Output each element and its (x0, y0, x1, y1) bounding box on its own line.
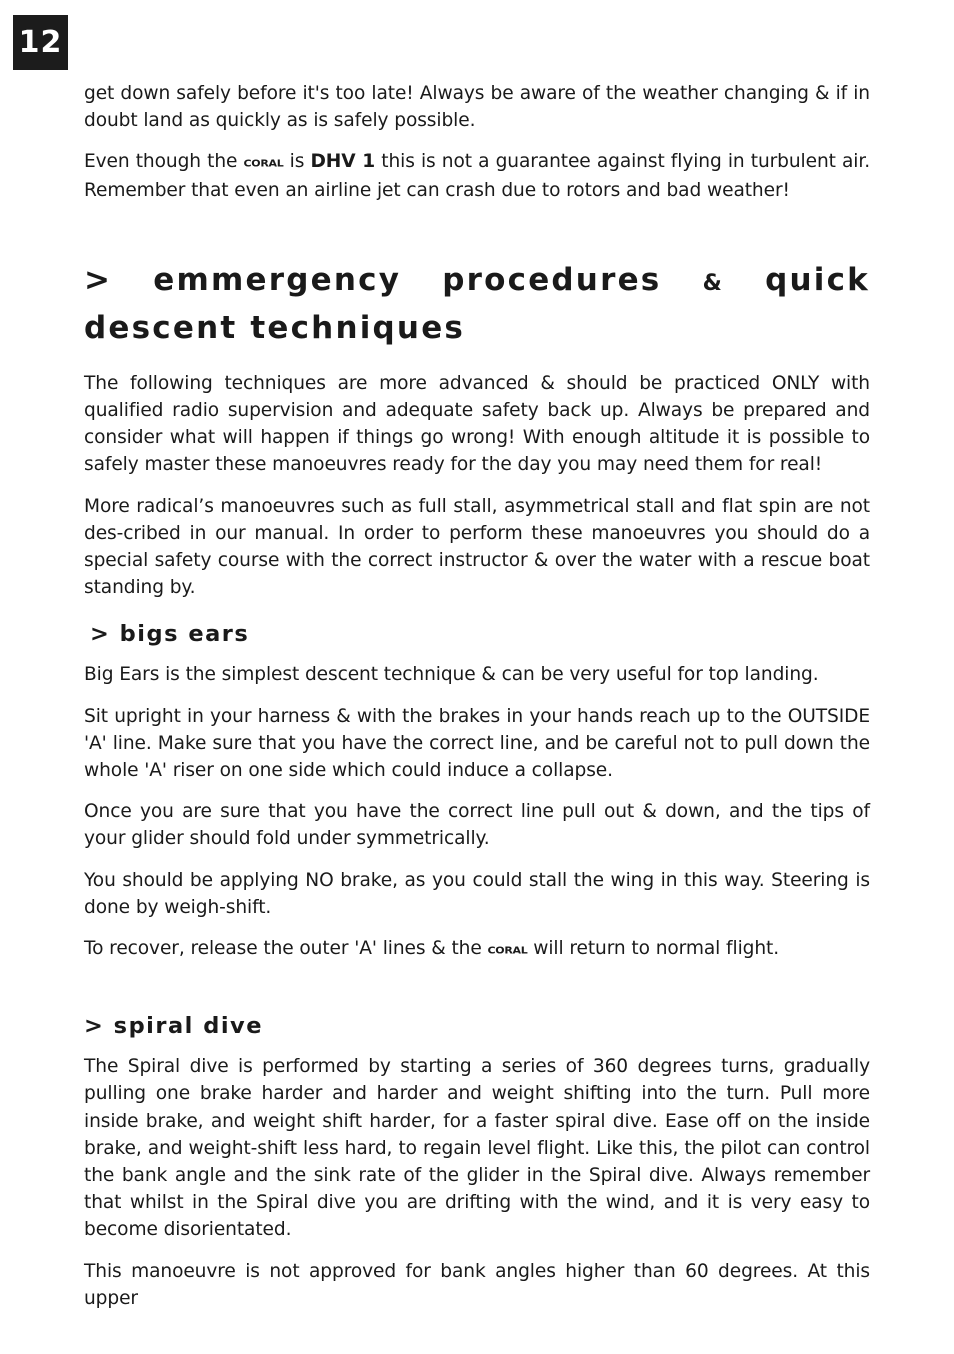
intro-text-b: is (289, 151, 305, 173)
emergency-heading-ampersand: & (702, 270, 724, 296)
intro-text-c: this is not a guarantee against flying in turbulent air. Remember that even an airline jet can crash due to rotors and bad weather! (84, 151, 871, 201)
big-ears-paragraph-5 (84, 935, 870, 963)
spiral-dive-paragraph-2: This manoeuvre is not approved for bank angles higher than 60 degrees. At this upper (84, 1260, 870, 1309)
emergency-paragraph-2: More radical’s manoeuvres such as full stall, asymmetrical stall and flat spin are not des-cribed in our manual. In order to perform these manoeuvres you should do a special safety course with the correct instructor & over the water with a rescue boat standing by. (84, 495, 870, 599)
big-ears-paragraph-3: Once you are sure that you have the correct line pull out & down, and the tips of your glider should fold under symmetrically. (84, 801, 870, 850)
big-ears-paragraph-4: You should be applying NO brake, as you could stall the wing in this way. Steering is done by weigh-shift. (84, 869, 870, 918)
intro-paragraph-1: get down safely before it's too late! Always be aware of the weather changing & if in doubt land as quickly as is safely possible. (84, 83, 870, 132)
intro-paragraph-2 (84, 148, 870, 203)
emergency-heading-part-b: quick descent techniques (84, 261, 871, 346)
emergency-heading-part-a: > emmergency procedures (84, 261, 662, 298)
big-ears-paragraph-1: Big Ears is the simplest descent technique & can be very useful for top landing. (84, 664, 819, 686)
big-ears-text-b: will return to normal flight. (533, 938, 780, 960)
coral-logo: coral (487, 941, 528, 958)
intro-text-a: Even though the (84, 151, 238, 173)
big-ears-text-a: To recover, release the outer 'A' lines & the (84, 938, 482, 960)
big-ears-paragraph-2: Sit upright in your harness & with the brakes in your hands reach up to the OUTSIDE 'A' line. Make sure that you have the correct line, and be careful not to pull down the whole 'A' riser on one side which could induce a collapse. (84, 705, 870, 782)
page-content (84, 80, 870, 1326)
coral-logo: coral (243, 154, 284, 171)
page-number: 12 (13, 15, 68, 70)
emergency-paragraph-1: The following techniques are more advanced & should be practiced ONLY with qualified radio supervision and adequate safety back up. Always be prepared and consider what will happen if things go wrong! With enough altitude it is possible to safely master these manoeuvres ready for the day you may need them for real! (84, 372, 870, 476)
dhv-rating: DHV 1 (310, 151, 376, 173)
emergency-heading (84, 258, 870, 350)
spiral-dive-heading: > spiral dive (84, 1013, 263, 1040)
spiral-dive-paragraph-1: The Spiral dive is performed by starting a series of 360 degrees turns, gradually pulling one brake harder and harder and weight shifting into the turn. Pull more inside brake, and weight shift harder, for a faster spiral dive. Ease off on the inside brake, and weight-shift less hard, to regain level flight. Like this, the pilot can control the bank angle and the sink rate of the glider in the Spiral dive. Always remember that whilst in the Spiral dive you are drifting with the wind, and it is very easy to become disorientated. (84, 1056, 870, 1241)
big-ears-heading: > bigs ears (90, 621, 250, 648)
